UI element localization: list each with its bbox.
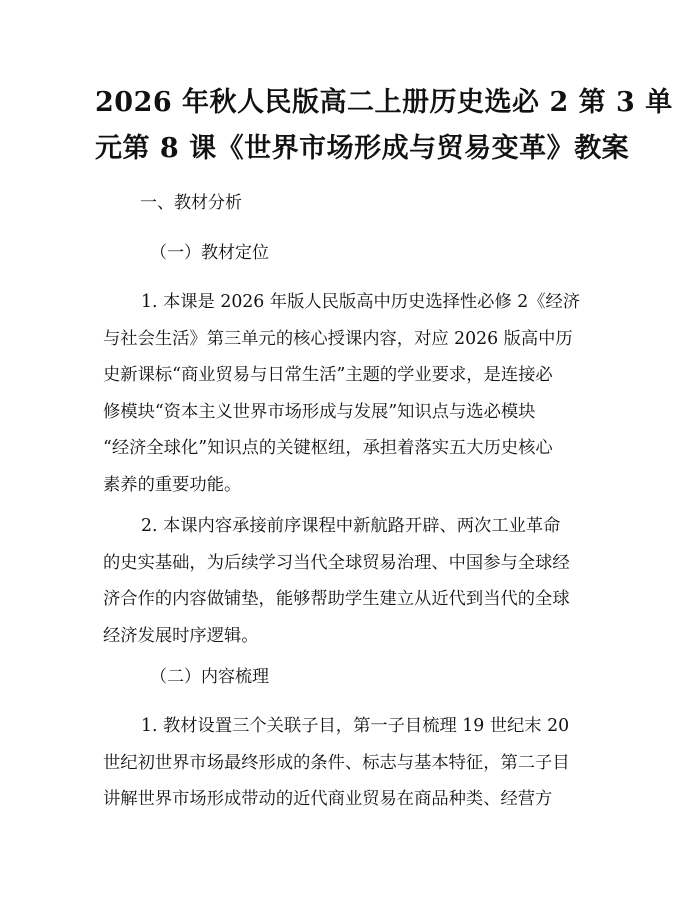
paragraph-line: 与社会生活》第三单元的核心授课内容，对应 2026 版高中历 bbox=[103, 328, 573, 349]
paragraph-line: 讲解世界市场形成带动的近代商业贸易在商品种类、经营方 bbox=[103, 789, 553, 809]
paragraph-line: 素养的重要功能。 bbox=[103, 474, 242, 495]
paragraph-line: 修模块“资本主义世界市场形成与发展”知识点与选必模块 bbox=[103, 401, 536, 422]
paragraph-content-outline-1 bbox=[103, 708, 603, 818]
paragraph-line: 1. 本课是 2026 年版人民版高中历史选择性必修 2《经济 bbox=[141, 292, 581, 312]
document-title bbox=[95, 80, 673, 172]
subsection-heading-positioning: （一）教材定位 bbox=[150, 243, 269, 263]
paragraph-line: 济合作的内容做铺垫，能够帮助学生建立从近代到当代的全球 bbox=[103, 589, 570, 609]
paragraph-line: 史新课标“商业贸易与日常生活”主题的学业要求，是连接必 bbox=[103, 365, 553, 385]
paragraph-line: 经济发展时序逻辑。 bbox=[103, 625, 259, 646]
paragraph-line: “经济全球化”知识点的关键枢纽，承担着落实五大历史核心 bbox=[103, 438, 553, 458]
section-heading-textbook-analysis: 一、教材分析 bbox=[140, 193, 242, 213]
title-line: 元第 8 课《世界市场形成与贸易变革》教案 bbox=[95, 133, 630, 164]
paragraph-line: 1. 教材设置三个关联子目，第一子目梳理 19 世纪末 20 bbox=[141, 716, 570, 736]
title-line: 2026 年秋人民版高二上册历史选必 2 第 3 单 bbox=[95, 87, 673, 118]
paragraph-line: 的史实基础，为后续学习当代全球贸易治理、中国参与全球经 bbox=[103, 552, 570, 573]
paragraph-line: 2. 本课内容承接前序课程中新航路开辟、两次工业革命 bbox=[141, 516, 561, 536]
paragraph-positioning-2 bbox=[103, 508, 603, 654]
paragraph-line: 世纪初世界市场最终形成的条件、标志与基本特征，第二子目 bbox=[103, 752, 570, 773]
subsection-heading-content-outline: （二）内容梳理 bbox=[150, 667, 269, 687]
paragraph-positioning-1 bbox=[103, 284, 603, 503]
